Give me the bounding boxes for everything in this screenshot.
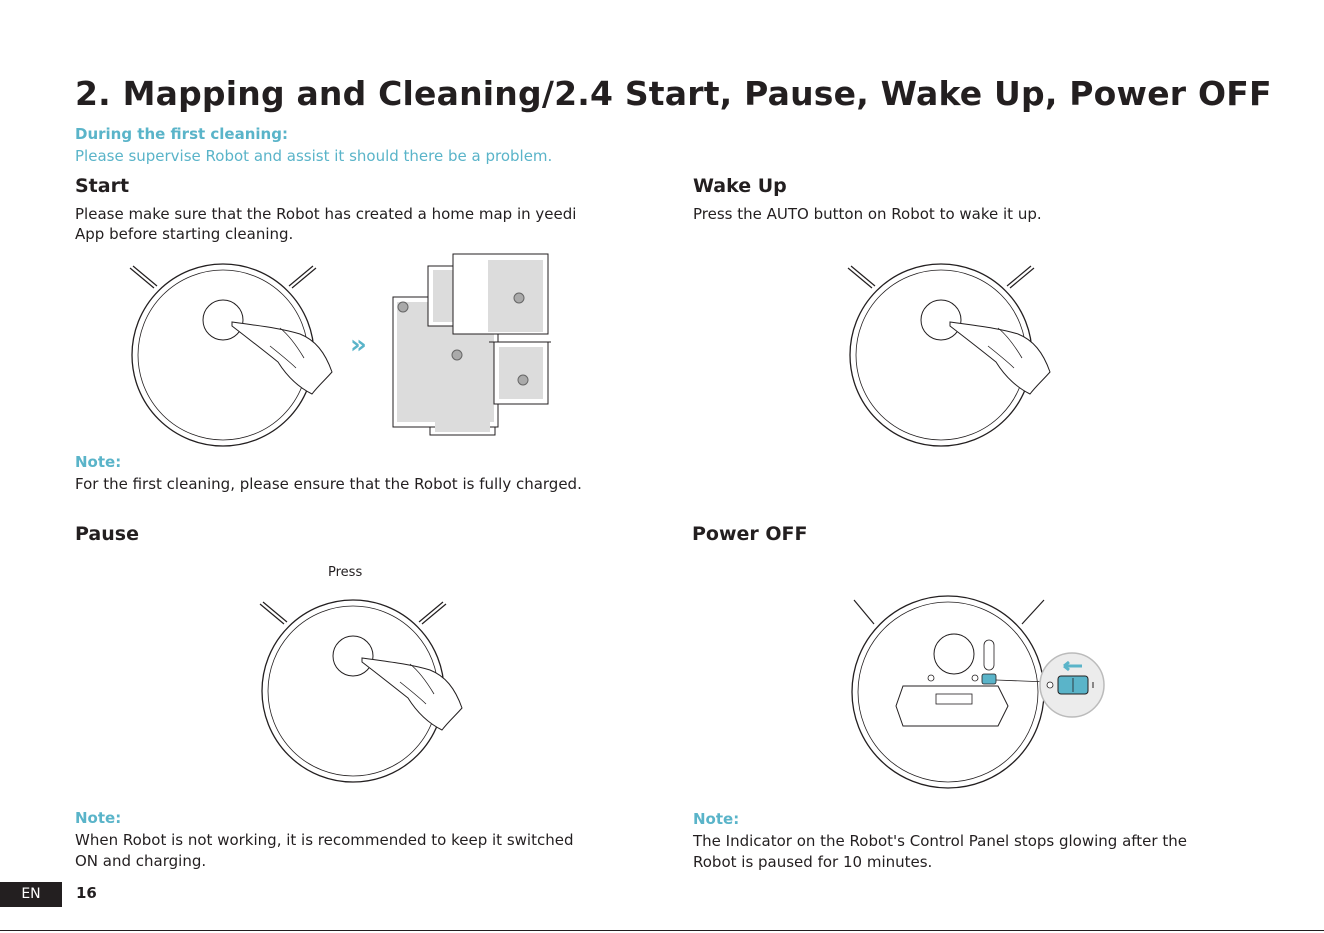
footer-rule — [0, 930, 1324, 931]
arrow-icon: » — [350, 330, 367, 360]
pause-note-line1: When Robot is not working, it is recommended to keep it switched — [75, 831, 574, 849]
power-off-heading: Power OFF — [692, 523, 808, 545]
power-off-note-line1: The Indicator on the Robot's Control Panel stops glowing after the — [693, 832, 1187, 850]
start-heading: Start — [75, 175, 130, 197]
intro-text: Please supervise Robot and assist it should there be a problem. — [75, 147, 553, 165]
press-label: Press — [328, 565, 363, 580]
pause-robot-illustration — [250, 598, 490, 788]
start-note-label: Note: — [75, 453, 122, 471]
start-note-text: For the first cleaning, please ensure that the Robot is fully charged. — [75, 475, 582, 493]
intro-label: During the first cleaning: — [75, 125, 288, 143]
start-text-line1: Please make sure that the Robot has created a home map in yeedi — [75, 205, 577, 223]
page-title: 2. Mapping and Cleaning/2.4 Start, Pause, Wake Up, Power OFF — [75, 74, 1272, 113]
home-map-illustration — [393, 252, 553, 437]
pause-note-label: Note: — [75, 809, 122, 827]
power-off-note-line2: Robot is paused for 10 minutes. — [693, 853, 933, 871]
wake-up-text: Press the AUTO button on Robot to wake it up. — [693, 205, 1042, 223]
power-off-robot-illustration — [848, 594, 1113, 794]
power-off-note-label: Note: — [693, 810, 740, 828]
start-robot-illustration — [120, 262, 360, 452]
wake-up-heading: Wake Up — [693, 175, 787, 197]
pause-heading: Pause — [75, 523, 139, 545]
page-number: 16 — [76, 884, 97, 902]
pause-note-line2: ON and charging. — [75, 852, 207, 870]
language-badge: EN — [0, 882, 62, 907]
start-text-line2: App before starting cleaning. — [75, 225, 294, 243]
wake-up-robot-illustration — [838, 262, 1078, 452]
